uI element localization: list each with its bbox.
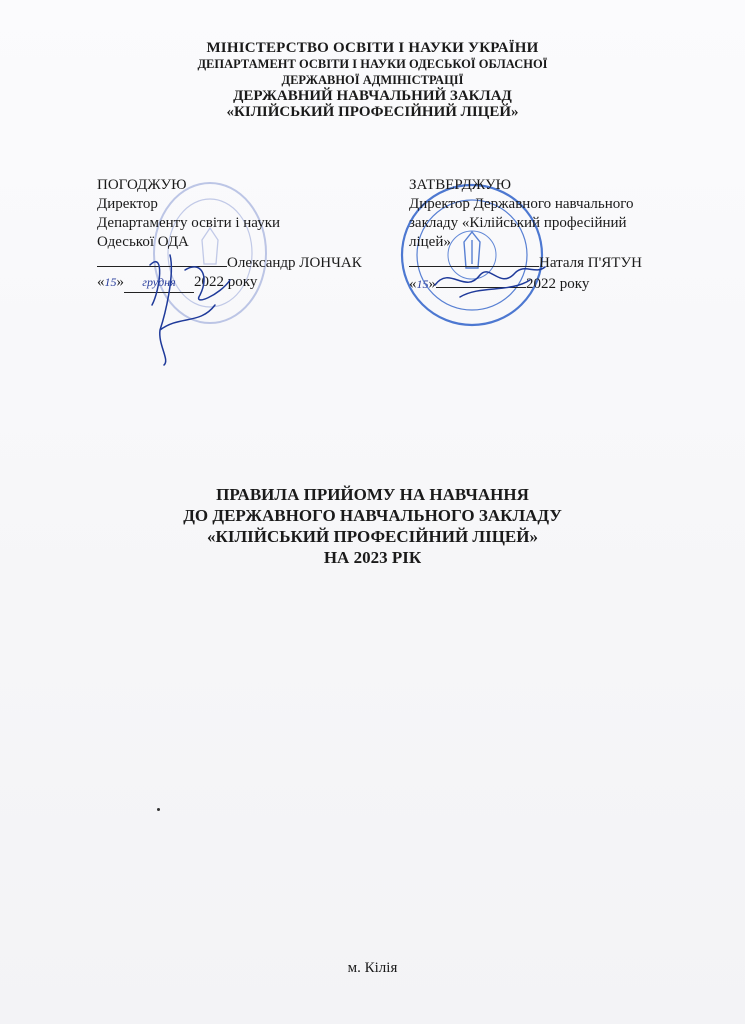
approval-right-position-2: закладу «Кілійський професійний — [409, 215, 627, 231]
approval-left-year: 2022 року — [194, 274, 258, 290]
institution-name: «КІЛІЙСЬКИЙ ПРОФЕСІЙНИЙ ЛІЦЕЙ» — [226, 104, 519, 120]
department-name: ДЕПАРТАМЕНТ ОСВІТИ І НАУКИ ОДЕСЬКОЇ ОБЛАСНОЇ — [197, 57, 548, 71]
date-open-quote: « — [409, 276, 417, 292]
administration-name: ДЕРЖАВНОЇ АДМІНІСТРАЦІЇ — [281, 73, 464, 87]
approval-right-year: 2022 року — [526, 276, 590, 292]
footer-city: м. Кілія — [347, 960, 398, 976]
approval-left-position-1: Директор — [97, 196, 158, 212]
title-line-4: НА 2023 РІК — [323, 548, 422, 567]
approval-right-day: 15 — [416, 277, 429, 291]
approval-right-position-3: ліцей» — [409, 234, 451, 250]
title-line-1: ПРАВИЛА ПРИЙОМУ НА НАВЧАННЯ — [216, 485, 529, 504]
ministry-name: МІНІСТЕРСТВО ОСВІТИ І НАУКИ УКРАЇНИ — [206, 40, 539, 56]
document-header — [0, 40, 745, 120]
document-title — [0, 484, 745, 568]
date-close-quote: » — [116, 274, 124, 290]
approval-right-signatory: Наталя П'ЯТУН — [539, 255, 642, 271]
approval-left-heading: ПОГОДЖУЮ — [97, 177, 187, 193]
title-line-2: ДО ДЕРЖАВНОГО НАВЧАЛЬНОГО ЗАКЛАДУ — [183, 506, 562, 525]
scan-speck — [157, 808, 160, 811]
approval-right-heading: ЗАТВЕРДЖУЮ — [409, 177, 512, 193]
approval-right-position-1: Директор Державного навчального — [409, 196, 634, 212]
right-handwritten-signature — [430, 245, 550, 310]
date-close-quote: » — [428, 276, 436, 292]
date-open-quote: « — [97, 274, 105, 290]
approval-left-day: 15 — [104, 275, 117, 289]
title-line-3: «КІЛІЙСЬКИЙ ПРОФЕСІЙНИЙ ЛІЦЕЙ» — [207, 527, 538, 546]
left-handwritten-signature — [130, 235, 240, 370]
approval-left-month: грудня — [124, 273, 194, 293]
institution-type: ДЕРЖАВНИЙ НАВЧАЛЬНИЙ ЗАКЛАД — [233, 88, 512, 104]
document-footer — [0, 960, 745, 977]
approval-left-position-3: Одеської ОДА — [97, 234, 189, 250]
approval-left-signatory: Олександр ЛОНЧАК — [227, 255, 362, 271]
approval-left-position-2: Департаменту освіти і науки — [97, 215, 281, 231]
